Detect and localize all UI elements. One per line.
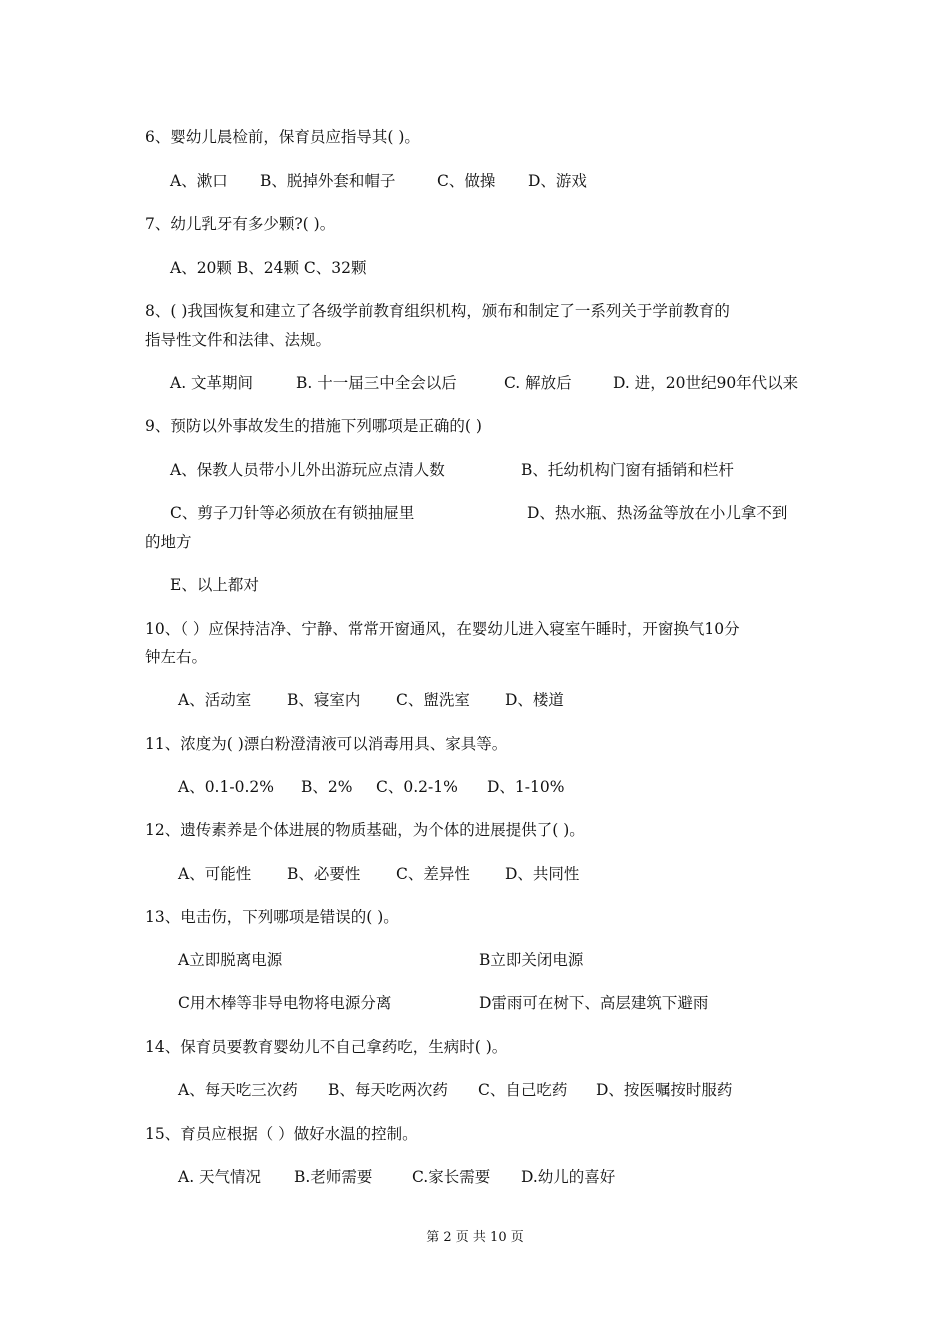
q9-option-b: B、托幼机构门窗有插销和栏杆 xyxy=(521,461,734,479)
q15-option-a: A. 天气情况 xyxy=(178,1168,262,1186)
q10-option-b: B、寝室内 xyxy=(287,691,361,709)
q15-option-b: B.老师需要 xyxy=(294,1168,373,1186)
question-6: 6、婴幼儿晨检前，保育员应指导其( )。 xyxy=(145,128,420,146)
q13-option-a: A立即脱离电源 xyxy=(178,951,283,969)
q6-option-a: A、漱口 xyxy=(170,172,228,190)
q12-option-c: C、差异性 xyxy=(396,865,470,883)
question-13: 13、电击伤，下列哪项是错误的( )。 xyxy=(145,908,399,926)
q10-option-c: C、盥洗室 xyxy=(396,691,470,709)
question-14: 14、保育员要教育婴幼儿不自己拿药吃，生病时( )。 xyxy=(145,1038,508,1056)
q12-option-a: A、可能性 xyxy=(178,865,252,883)
question-8-line-1: 8、( )我国恢复和建立了各级学前教育组织机构，颁布和制定了一系列关于学前教育的 xyxy=(145,302,730,320)
question-10-line-2: 钟左右。 xyxy=(145,648,208,666)
question-7: 7、幼儿乳牙有多少颗?( )。 xyxy=(145,215,336,233)
q8-option-a: A. 文革期间 xyxy=(170,374,254,392)
q14-option-a: A、每天吃三次药 xyxy=(178,1081,298,1099)
q6-option-d: D、游戏 xyxy=(528,172,587,190)
q10-option-a: A、活动室 xyxy=(178,691,252,709)
q9-option-e: E、以上都对 xyxy=(170,576,259,594)
q6-option-b: B、脱掉外套和帽子 xyxy=(260,172,396,190)
question-11: 11、浓度为( )漂白粉澄清液可以消毒用具、家具等。 xyxy=(145,735,508,753)
q14-option-c: C、自己吃药 xyxy=(478,1081,568,1099)
question-9: 9、预防以外事故发生的措施下列哪项是正确的( ) xyxy=(145,417,482,435)
q9-option-a: A、保教人员带小儿外出游玩应点清人数 xyxy=(170,461,445,479)
q14-option-d: D、按医嘱按时服药 xyxy=(596,1081,733,1099)
q13-option-b: B立即关闭电源 xyxy=(479,951,584,969)
q15-option-c: C.家长需要 xyxy=(412,1168,491,1186)
q8-option-c: C. 解放后 xyxy=(504,374,572,392)
q12-option-d: D、共同性 xyxy=(505,865,580,883)
q13-option-c: C用木棒等非导电物将电源分离 xyxy=(178,994,392,1012)
q8-option-b: B. 十一届三中全会以后 xyxy=(296,374,457,392)
q10-option-d: D、楼道 xyxy=(505,691,564,709)
question-15: 15、育员应根据（ ）做好水温的控制。 xyxy=(145,1125,418,1143)
q14-option-b: B、每天吃两次药 xyxy=(328,1081,448,1099)
page-footer: 第 2 页 共 10 页 xyxy=(426,1230,524,1245)
q11-option-a: A、0.1-0.2% xyxy=(178,778,274,796)
q12-option-b: B、必要性 xyxy=(287,865,361,883)
question-10-line-1: 10、（ ）应保持洁净、宁静、常常开窗通风，在婴幼儿进入寝室午睡时，开窗换气10分 xyxy=(145,620,740,638)
question-12: 12、遗传素养是个体进展的物质基础，为个体的进展提供了( )。 xyxy=(145,821,585,839)
q9-option-c: C、剪子刀针等必须放在有锁抽屉里 xyxy=(170,504,415,522)
q8-option-d: D. 进，20世纪90年代以来 xyxy=(613,374,799,392)
q11-option-b: B、2% xyxy=(301,778,353,796)
question-8-line-2: 指导性文件和法律、法规。 xyxy=(145,331,332,349)
q6-option-c: C、做操 xyxy=(437,172,496,190)
q9-option-d-continued: 的地方 xyxy=(145,533,192,551)
q15-option-d: D.幼儿的喜好 xyxy=(521,1168,616,1186)
q9-option-d: D、热水瓶、热汤盆等放在小儿拿不到 xyxy=(527,504,788,522)
q7-options: A、20颗 B、24颗 C、32颗 xyxy=(170,259,367,277)
q11-option-c: C、0.2-1% xyxy=(376,778,458,796)
q13-option-d: D雷雨可在树下、高层建筑下避雨 xyxy=(479,994,709,1012)
q11-option-d: D、1-10% xyxy=(487,778,565,796)
